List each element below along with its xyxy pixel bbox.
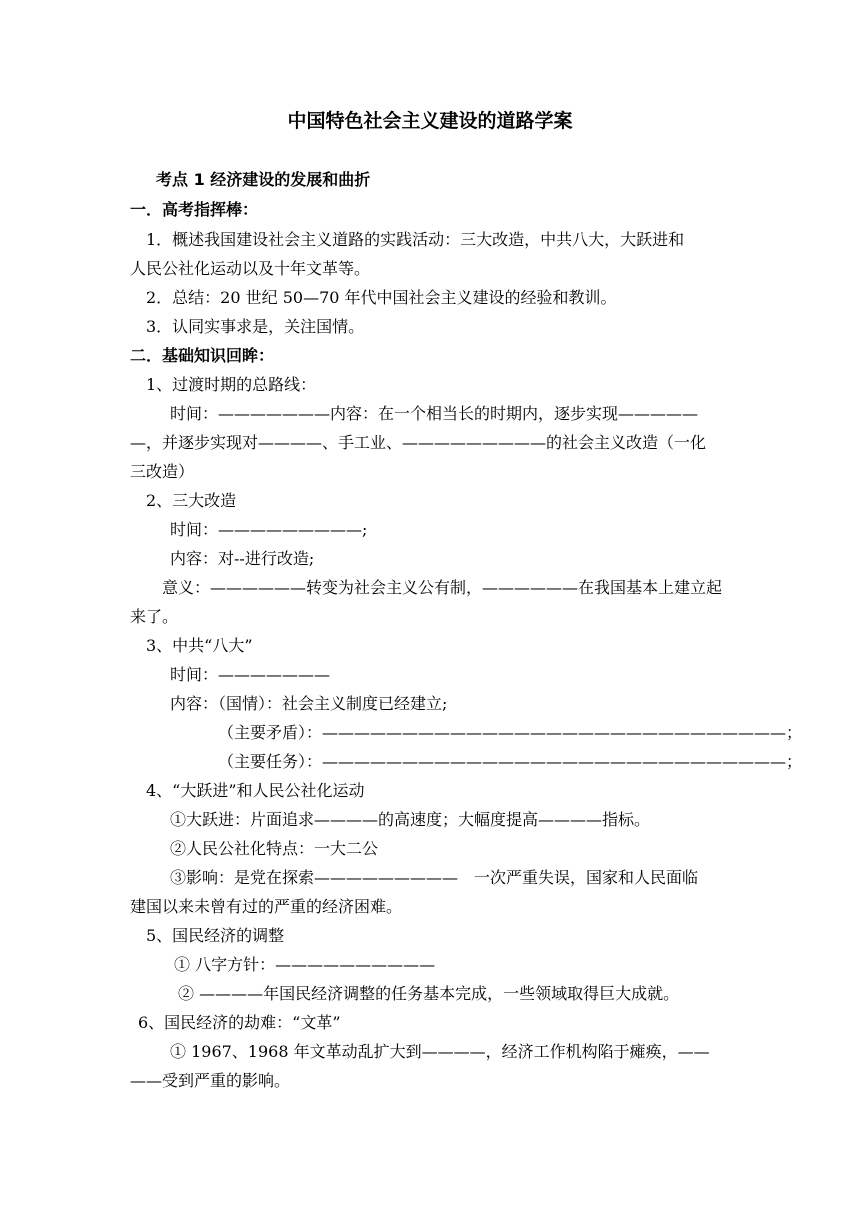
- s2-content: 内容：对--进行改造;: [170, 549, 315, 568]
- part1-item3: 3．认同实事求是，关注国情。: [146, 317, 365, 336]
- s4-commune-feature: ②人民公社化特点：一大二公: [170, 839, 379, 858]
- s3-content: 内容：（国情）：社会主义制度已经建立;: [170, 694, 448, 713]
- s1-line1: 时间：———————内容：在一个相当长的时期内，逐步实现—————: [170, 404, 699, 423]
- s1-title: 1、过渡时期的总路线：: [146, 375, 317, 394]
- document-title: 中国特色社会主义建设的道路学案: [287, 110, 573, 132]
- s3-time: 时间：———————: [170, 665, 331, 684]
- s6-line2: ——受到严重的影响。: [130, 1071, 291, 1090]
- s5-adjustment-complete: ② ————年国民经济调整的任务基本完成，一些领域取得巨大成就。: [178, 984, 680, 1003]
- part1-item2: 2．总结：20 世纪 50—70 年代中国社会主义建设的经验和教训。: [146, 288, 617, 307]
- s3-title: 3、中共“八大”: [146, 636, 253, 655]
- s4-great-leap: ①大跃进：片面追求————的高速度；大幅度提高————指标。: [170, 810, 651, 829]
- s4-impact-line1: ③影响：是党在探索————————— 一次严重失误，国家和人民面临: [170, 868, 699, 887]
- s5-title: 5、国民经济的调整: [146, 926, 285, 945]
- s4-title: 4、“大跃进”和人民公社化运动: [146, 781, 365, 800]
- s5-eight-char-policy: ① 八字方针：——————————: [174, 955, 436, 974]
- s4-impact-line2: 建国以来未曾有过的严重的经济困难。: [130, 897, 403, 916]
- s6-title: 6、国民经济的劫难：“文革”: [138, 1013, 341, 1032]
- part2-heading: 二．基础知识回眸：: [130, 346, 275, 365]
- part1-item1-line2: 人民公社化运动以及十年文革等。: [130, 259, 371, 278]
- section-heading: 考点 1 经济建设的发展和曲折: [156, 170, 371, 189]
- s3-contradiction: （主要矛盾）：—————————————————————————————；: [218, 723, 803, 742]
- s2-meaning-line1: 意义：——————转变为社会主义公有制，——————在我国基本上建立起: [162, 578, 723, 597]
- part1-heading: 一．高考指挥棒：: [130, 200, 259, 219]
- s2-meaning-line2: 来了。: [130, 607, 179, 626]
- s1-line3: 三改造）: [130, 462, 195, 481]
- s3-task: （主要任务）：—————————————————————————————；: [218, 752, 803, 771]
- s6-line1: ① 1967、1968 年文革动乱扩大到————，经济工作机构陷于瘫痪，——: [170, 1042, 710, 1061]
- s2-title: 2、三大改造: [146, 491, 237, 510]
- part1-item1-line1: 1．概述我国建设社会主义道路的实践活动：三大改造，中共八大，大跃进和: [146, 230, 685, 249]
- s2-time: 时间：—————————;: [170, 520, 368, 539]
- s1-line2: —，并逐步实现对————、手工业、—————————的社会主义改造（一化: [130, 433, 707, 452]
